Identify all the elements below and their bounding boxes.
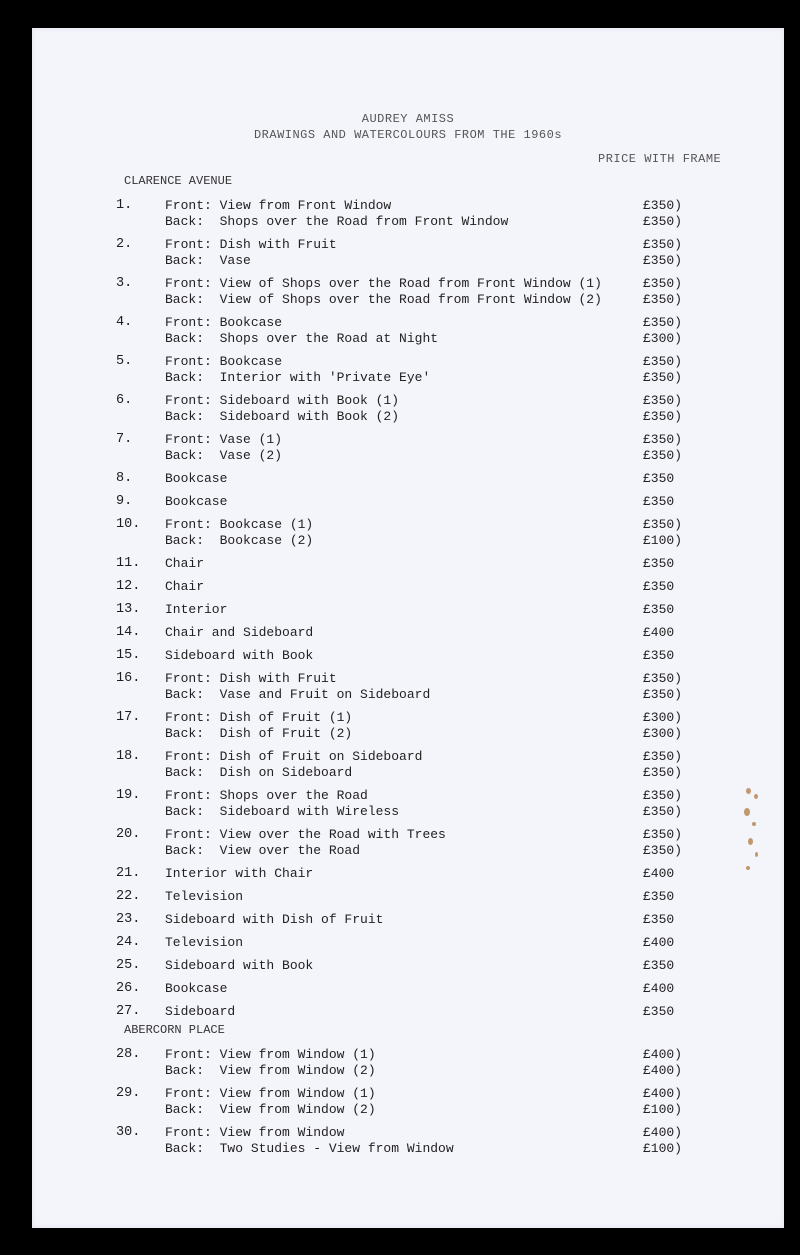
item-number: 4. [116, 315, 133, 330]
item-price: £350) [643, 214, 683, 229]
item-number: 2. [116, 237, 133, 252]
artist-name: AUDREY AMISS [361, 112, 455, 126]
item-price: £350) [643, 354, 683, 369]
price-column-heading: PRICE WITH FRAME [598, 152, 722, 166]
item-title: Back: Sideboard with Book (2) [165, 409, 400, 424]
item-price: £350) [643, 409, 683, 424]
item-title: Back: View of Shops over the Road from Front Window (2) [165, 292, 602, 307]
item-price: £350) [643, 671, 683, 686]
item-title: Back: Shops over the Road at Night [165, 331, 439, 346]
item-title: Front: Dish of Fruit (1) [165, 710, 353, 725]
item-price: £350 [643, 471, 675, 486]
item-number: 10. [116, 517, 141, 532]
item-title: Front: View from Window (1) [165, 1086, 376, 1101]
item-price: £400) [643, 1125, 683, 1140]
item-price: £300) [643, 331, 683, 346]
item-price: £400 [643, 981, 675, 996]
item-price: £350 [643, 912, 675, 927]
item-title: Interior with Chair [165, 866, 314, 881]
item-price: £350) [643, 253, 683, 268]
item-price: £350) [643, 198, 683, 213]
item-title: Front: View over the Road with Trees [165, 827, 446, 842]
item-title: Back: Vase [165, 253, 251, 268]
item-number: 20. [116, 827, 141, 842]
item-title: Back: Dish of Fruit (2) [165, 726, 353, 741]
item-number: 21. [116, 866, 141, 881]
item-number: 1. [116, 198, 133, 213]
item-price: £300) [643, 726, 683, 741]
item-number: 23. [116, 912, 141, 927]
item-number: 28. [116, 1047, 141, 1062]
item-number: 22. [116, 889, 141, 904]
item-number: 12. [116, 579, 141, 594]
item-title: Back: Interior with 'Private Eye' [165, 370, 431, 385]
item-title: Back: View from Window (2) [165, 1102, 376, 1117]
item-title: Front: View from Window (1) [165, 1047, 376, 1062]
item-title: Bookcase [165, 981, 228, 996]
item-title: Bookcase [165, 494, 228, 509]
item-number: 17. [116, 710, 141, 725]
item-title: Chair [165, 579, 205, 594]
document-subtitle: DRAWINGS AND WATERCOLOURS FROM THE 1960s [253, 128, 563, 142]
item-title: Front: Sideboard with Book (1) [165, 393, 400, 408]
item-price: £400 [643, 935, 675, 950]
item-title: Front: Dish with Fruit [165, 237, 337, 252]
item-title: Bookcase [165, 471, 228, 486]
item-price: £350) [643, 315, 683, 330]
item-price: £350 [643, 602, 675, 617]
item-price: £100) [643, 533, 683, 548]
item-price: £350 [643, 579, 675, 594]
item-title: Television [165, 935, 244, 950]
item-price: £100) [643, 1102, 683, 1117]
item-title: Back: Vase and Fruit on Sideboard [165, 687, 431, 702]
item-price: £350) [643, 237, 683, 252]
item-number: 16. [116, 671, 141, 686]
item-title: Back: Shops over the Road from Front Window [165, 214, 509, 229]
section-title: ABERCORN PLACE [124, 1023, 225, 1037]
item-price: £350) [643, 804, 683, 819]
item-price: £100) [643, 1141, 683, 1156]
item-price: £400 [643, 866, 675, 881]
item-title: Sideboard [165, 1004, 236, 1019]
item-number: 7. [116, 432, 133, 447]
item-price: £350) [643, 276, 683, 291]
item-title: Back: Bookcase (2) [165, 533, 314, 548]
item-number: 3. [116, 276, 133, 291]
item-number: 8. [116, 471, 133, 486]
item-number: 25. [116, 958, 141, 973]
item-title: Sideboard with Book [165, 958, 314, 973]
item-title: Chair [165, 556, 205, 571]
item-title: Front: View from Front Window [165, 198, 392, 213]
item-price: £350 [643, 556, 675, 571]
item-title: Sideboard with Dish of Fruit [165, 912, 384, 927]
item-price: £400 [643, 625, 675, 640]
item-title: Back: Sideboard with Wireless [165, 804, 400, 819]
item-number: 18. [116, 749, 141, 764]
item-price: £350) [643, 687, 683, 702]
item-title: Front: Dish of Fruit on Sideboard [165, 749, 423, 764]
item-title: Front: Shops over the Road [165, 788, 368, 803]
price-list-sheet [32, 28, 784, 1228]
item-number: 5. [116, 354, 133, 369]
item-title: Front: View from Window [165, 1125, 345, 1140]
item-price: £350) [643, 393, 683, 408]
item-price: £350 [643, 494, 675, 509]
item-price: £350) [643, 292, 683, 307]
rust-stain [740, 786, 764, 878]
item-number: 6. [116, 393, 133, 408]
item-price: £350) [643, 749, 683, 764]
item-title: Television [165, 889, 244, 904]
section-title: CLARENCE AVENUE [124, 174, 233, 188]
item-number: 15. [116, 648, 141, 663]
item-title: Front: Bookcase (1) [165, 517, 314, 532]
item-price: £350 [643, 648, 675, 663]
item-title: Back: View over the Road [165, 843, 361, 858]
item-number: 14. [116, 625, 141, 640]
item-title: Sideboard with Book [165, 648, 314, 663]
item-price: £300) [643, 710, 683, 725]
item-number: 9. [116, 494, 133, 509]
item-title: Front: Dish with Fruit [165, 671, 337, 686]
item-price: £350) [643, 448, 683, 463]
item-price: £350 [643, 889, 675, 904]
item-title: Back: View from Window (2) [165, 1063, 376, 1078]
item-price: £400) [643, 1047, 683, 1062]
item-price: £350) [643, 827, 683, 842]
item-price: £350) [643, 765, 683, 780]
item-price: £350) [643, 370, 683, 385]
item-price: £350 [643, 958, 675, 973]
item-price: £400) [643, 1063, 683, 1078]
item-price: £350) [643, 843, 683, 858]
item-title: Front: Bookcase [165, 354, 283, 369]
item-title: Interior [165, 602, 228, 617]
item-title: Back: Dish on Sideboard [165, 765, 353, 780]
item-title: Back: Two Studies - View from Window [165, 1141, 454, 1156]
item-number: 29. [116, 1086, 141, 1101]
item-price: £350) [643, 432, 683, 447]
item-price: £350 [643, 1004, 675, 1019]
item-number: 27. [116, 1004, 141, 1019]
item-number: 30. [116, 1125, 141, 1140]
item-price: £400) [643, 1086, 683, 1101]
item-title: Front: Bookcase [165, 315, 283, 330]
item-number: 13. [116, 602, 141, 617]
item-number: 19. [116, 788, 141, 803]
item-title: Back: Vase (2) [165, 448, 283, 463]
item-price: £350) [643, 788, 683, 803]
item-price: £350) [643, 517, 683, 532]
item-number: 24. [116, 935, 141, 950]
item-title: Front: View of Shops over the Road from Front Window (1) [165, 276, 602, 291]
item-title: Front: Vase (1) [165, 432, 283, 447]
item-number: 11. [116, 556, 141, 571]
item-number: 26. [116, 981, 141, 996]
item-title: Chair and Sideboard [165, 625, 314, 640]
